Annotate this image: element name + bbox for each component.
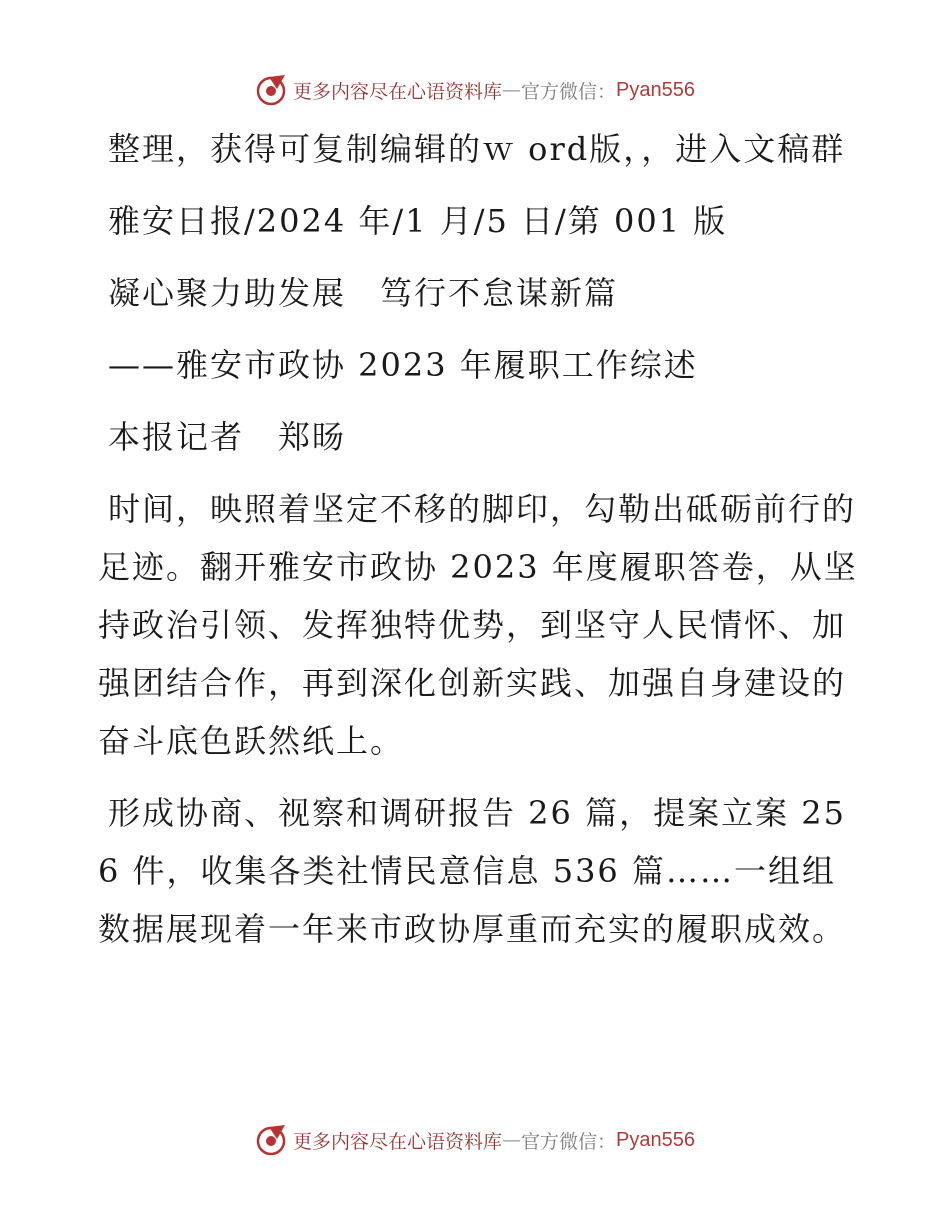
banner-title: 更多内容尽在心语资料库 [293,1130,503,1153]
banner-dash: — [502,1129,522,1151]
document-body [98,120,858,958]
footer-watermark-banner [0,1120,950,1160]
pen-logo-icon [255,73,289,107]
paragraph-2: 形成协商、视察和调研报告 26 篇，提案立案 256 件，收集各类社情民意信息 536 篇……一组组数据展现着一年来市政协厚重而充实的履职成效。 [98,794,847,948]
banner-wechat-label: 官方微信： [521,1130,617,1153]
banner-wechat-id: Pyan556 [616,78,695,101]
intro-line: 整理，获得可复制编辑的ｗ ord版，，进入文稿群 [108,130,846,168]
banner-title: 更多内容尽在心语资料库 [293,80,503,103]
source-line: 雅安日报/2024 年/1 月/5 日/第 001 版 [108,202,728,240]
banner-wechat-label: 官方微信： [521,80,617,103]
byline: 本报记者 郑旸 [108,418,347,456]
pen-logo-icon [255,1123,289,1157]
subheadline: ——雅安市政协 2023 年履职工作综述 [108,346,698,384]
paragraph-1: 时间，映照着坚定不移的脚印，勾勒出砥砺前行的足迹。翻开雅安市政协 2023 年度履职答卷，从坚持政治引领、发挥独特优势，到坚守人民情怀、加强团结合作，再到深化创新实践、加强自身建设的奋斗底色跃然纸上。 [98,490,858,760]
banner-dash: — [502,79,522,101]
headline: 凝心聚力助发展 笃行不怠谋新篇 [108,274,619,312]
header-watermark-banner [0,70,950,110]
banner-wechat-id: Pyan556 [616,1128,695,1151]
